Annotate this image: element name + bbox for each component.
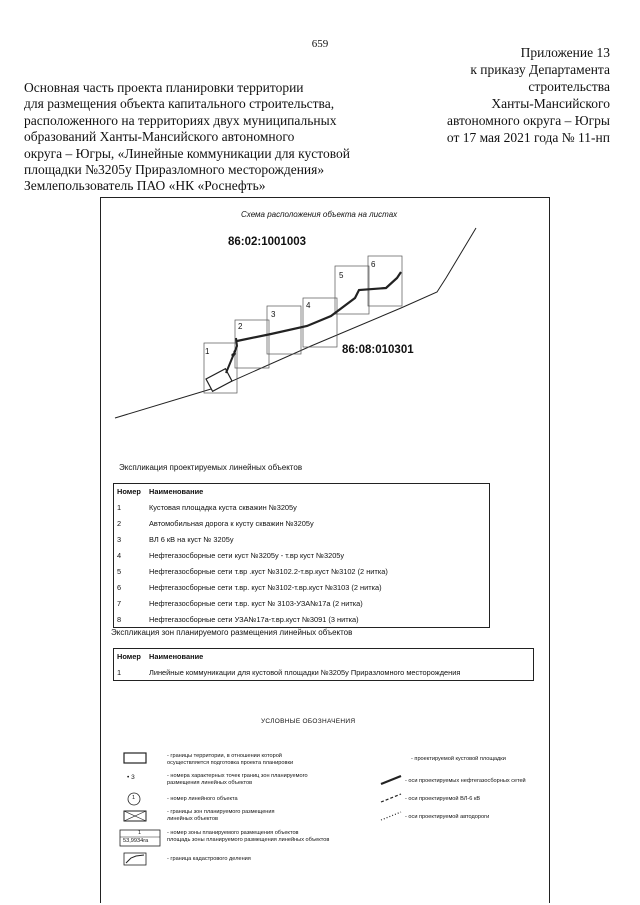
row-number: 6 — [117, 583, 122, 592]
linear-objects-table — [113, 483, 490, 628]
row-number: 8 — [117, 614, 122, 624]
legend-zone-number: - номер зоны планируемого размещения объектов площадь зоны планируемого размещения линейных объектов — [167, 830, 330, 843]
appendix-line: Приложение 13 — [520, 45, 610, 60]
zone-area-legend-marker: 53,9934га — [123, 838, 149, 844]
table-row — [114, 580, 490, 596]
heading-line: округа – Югры, «Линейные коммуникации для кустовой — [24, 145, 350, 161]
row-name: Кустовая площадка куста скважин №3205у — [149, 503, 297, 512]
table-row — [114, 500, 490, 516]
zone-boundary-legend-icon — [123, 810, 147, 822]
row-number: 7 — [117, 599, 122, 608]
cadastral-number-south: 86:08:010301 — [342, 344, 414, 356]
table-header-row — [114, 484, 490, 500]
sheet-label-6: 6 — [371, 260, 376, 269]
table-row — [114, 548, 490, 564]
table-row — [114, 532, 490, 548]
point-legend-marker: • 3 — [127, 774, 135, 781]
map-title: Схема расположения объекта на листах — [241, 210, 398, 219]
table2-caption: Экспликация зон планируемого размещения линейных объектов — [111, 628, 353, 637]
row-name: Линейные коммуникации для кустовой площадки №3205у Приразломного месторождения — [149, 667, 461, 677]
placement-zones-table — [113, 648, 534, 681]
row-name: Нефтегазосборные сети куст №3205у - т.вр куст №3205у — [149, 551, 345, 560]
heading-line: Землепользователь ПАО «НК «Роснефть» — [24, 178, 266, 194]
row-number: 4 — [117, 551, 122, 560]
cadastral-legend-icon — [123, 852, 147, 866]
power-line-legend-icon — [379, 792, 403, 804]
column-header-name: Наименование — [149, 487, 204, 497]
heading-line: Основная часть проекта планировки территории — [24, 80, 304, 95]
sheet-label-1: 1 — [205, 347, 210, 356]
sheet-label-2: 2 — [238, 322, 243, 331]
legend-zones: - границы зон планируемого размещения линейных объектов — [167, 809, 275, 822]
row-number: 2 — [117, 519, 122, 528]
appendix-line: строительства — [528, 79, 610, 94]
zone-number-legend-marker: 1 — [138, 830, 142, 836]
table-row — [114, 612, 490, 628]
column-header-name: Наименование — [149, 652, 204, 662]
legend-boundary: - границы территории, в отношении которой осуществляется подготовка проекта планировки — [167, 753, 294, 766]
legend-road: - оси проектируемой автодороги — [405, 814, 490, 820]
sheet-label-5: 5 — [339, 271, 344, 280]
legend-title: УСЛОВНЫЕ ОБОЗНАЧЕНИЯ — [261, 718, 356, 725]
appendix-block — [410, 44, 610, 146]
row-name: Нефтегазосборные сети т.вр. куст №3102-т.вр.куст №3103 (2 нитка) — [149, 583, 382, 592]
page-number: 659 — [311, 38, 329, 50]
row-number: 1 — [117, 503, 122, 512]
appendix-line: от 17 мая 2021 года № 11-нп — [446, 130, 610, 145]
appendix-line: автономного округа – Югры — [447, 113, 610, 128]
pipeline-axis-line — [237, 272, 401, 341]
drawing-frame — [100, 197, 550, 903]
table-row — [114, 516, 490, 532]
table-row — [114, 596, 490, 612]
column-header-number: Номер — [117, 487, 141, 497]
well-pad-shape — [206, 369, 232, 392]
legend-pipes: - оси проектируемых нефтегазосборных сетей — [405, 778, 526, 784]
heading-line: для размещения объекта капитального строительства, — [24, 96, 335, 112]
legend-cadastral: - граница кадастрового деления — [167, 856, 251, 862]
legend-points: - номера характерных точек границ зон планируемого размещения линейных объектов — [167, 773, 308, 786]
site-map — [101, 198, 549, 438]
row-number: 1 — [117, 667, 122, 677]
heading-line: расположенного на территориях двух муниципальных — [24, 112, 337, 128]
document-heading — [24, 80, 364, 195]
appendix-line: Ханты-Мансийского — [491, 96, 610, 111]
table-header-row — [114, 649, 534, 665]
cadastral-boundary-line — [115, 228, 476, 418]
object-number-legend-marker: 1 — [132, 795, 136, 801]
sheet-label-3: 3 — [271, 310, 276, 319]
table1-caption: Экспликация проектируемых линейных объектов — [119, 463, 303, 472]
point-label: 3 — [233, 351, 237, 357]
road-legend-icon — [379, 810, 403, 822]
appendix-line: к приказу Департамента — [470, 62, 610, 77]
row-name: Автомобильная дорога к кусту скважин №3205у — [149, 519, 314, 528]
heading-line: образований Ханты-Мансийского автономного — [24, 129, 295, 145]
row-number: 3 — [117, 535, 122, 544]
column-header-number: Номер — [117, 652, 141, 662]
row-name: ВЛ 6 кВ на куст № 3205у — [149, 535, 234, 544]
row-name: Нефтегазосборные сети УЗА№17а-т.вр.куст №3091 (3 нитка) — [149, 614, 359, 624]
pipeline-legend-icon — [379, 774, 403, 786]
cadastral-number-north: 86:02:1001003 — [228, 236, 307, 248]
legend-pad: - проектируемой кустовой площадки — [411, 756, 506, 762]
sheet-label-4: 4 — [306, 301, 311, 310]
heading-line: площадки №3205у Приразломного месторождения» — [24, 162, 325, 178]
legend-object-number: - номер линейного объекта — [167, 796, 238, 802]
boundary-legend-icon — [123, 752, 147, 764]
row-name: Нефтегазосборные сети т.вр .куст №3102.2-т.вр.куст №3102 (2 нитка) — [149, 567, 388, 576]
table-row — [114, 564, 490, 580]
table-row — [114, 665, 534, 681]
row-number: 5 — [117, 567, 122, 576]
row-name: Нефтегазосборные сети т.вр. куст № 3103-УЗА№17а (2 нитка) — [149, 599, 363, 608]
legend-vl: - оси проектируемой ВЛ-6 кВ — [405, 796, 481, 802]
